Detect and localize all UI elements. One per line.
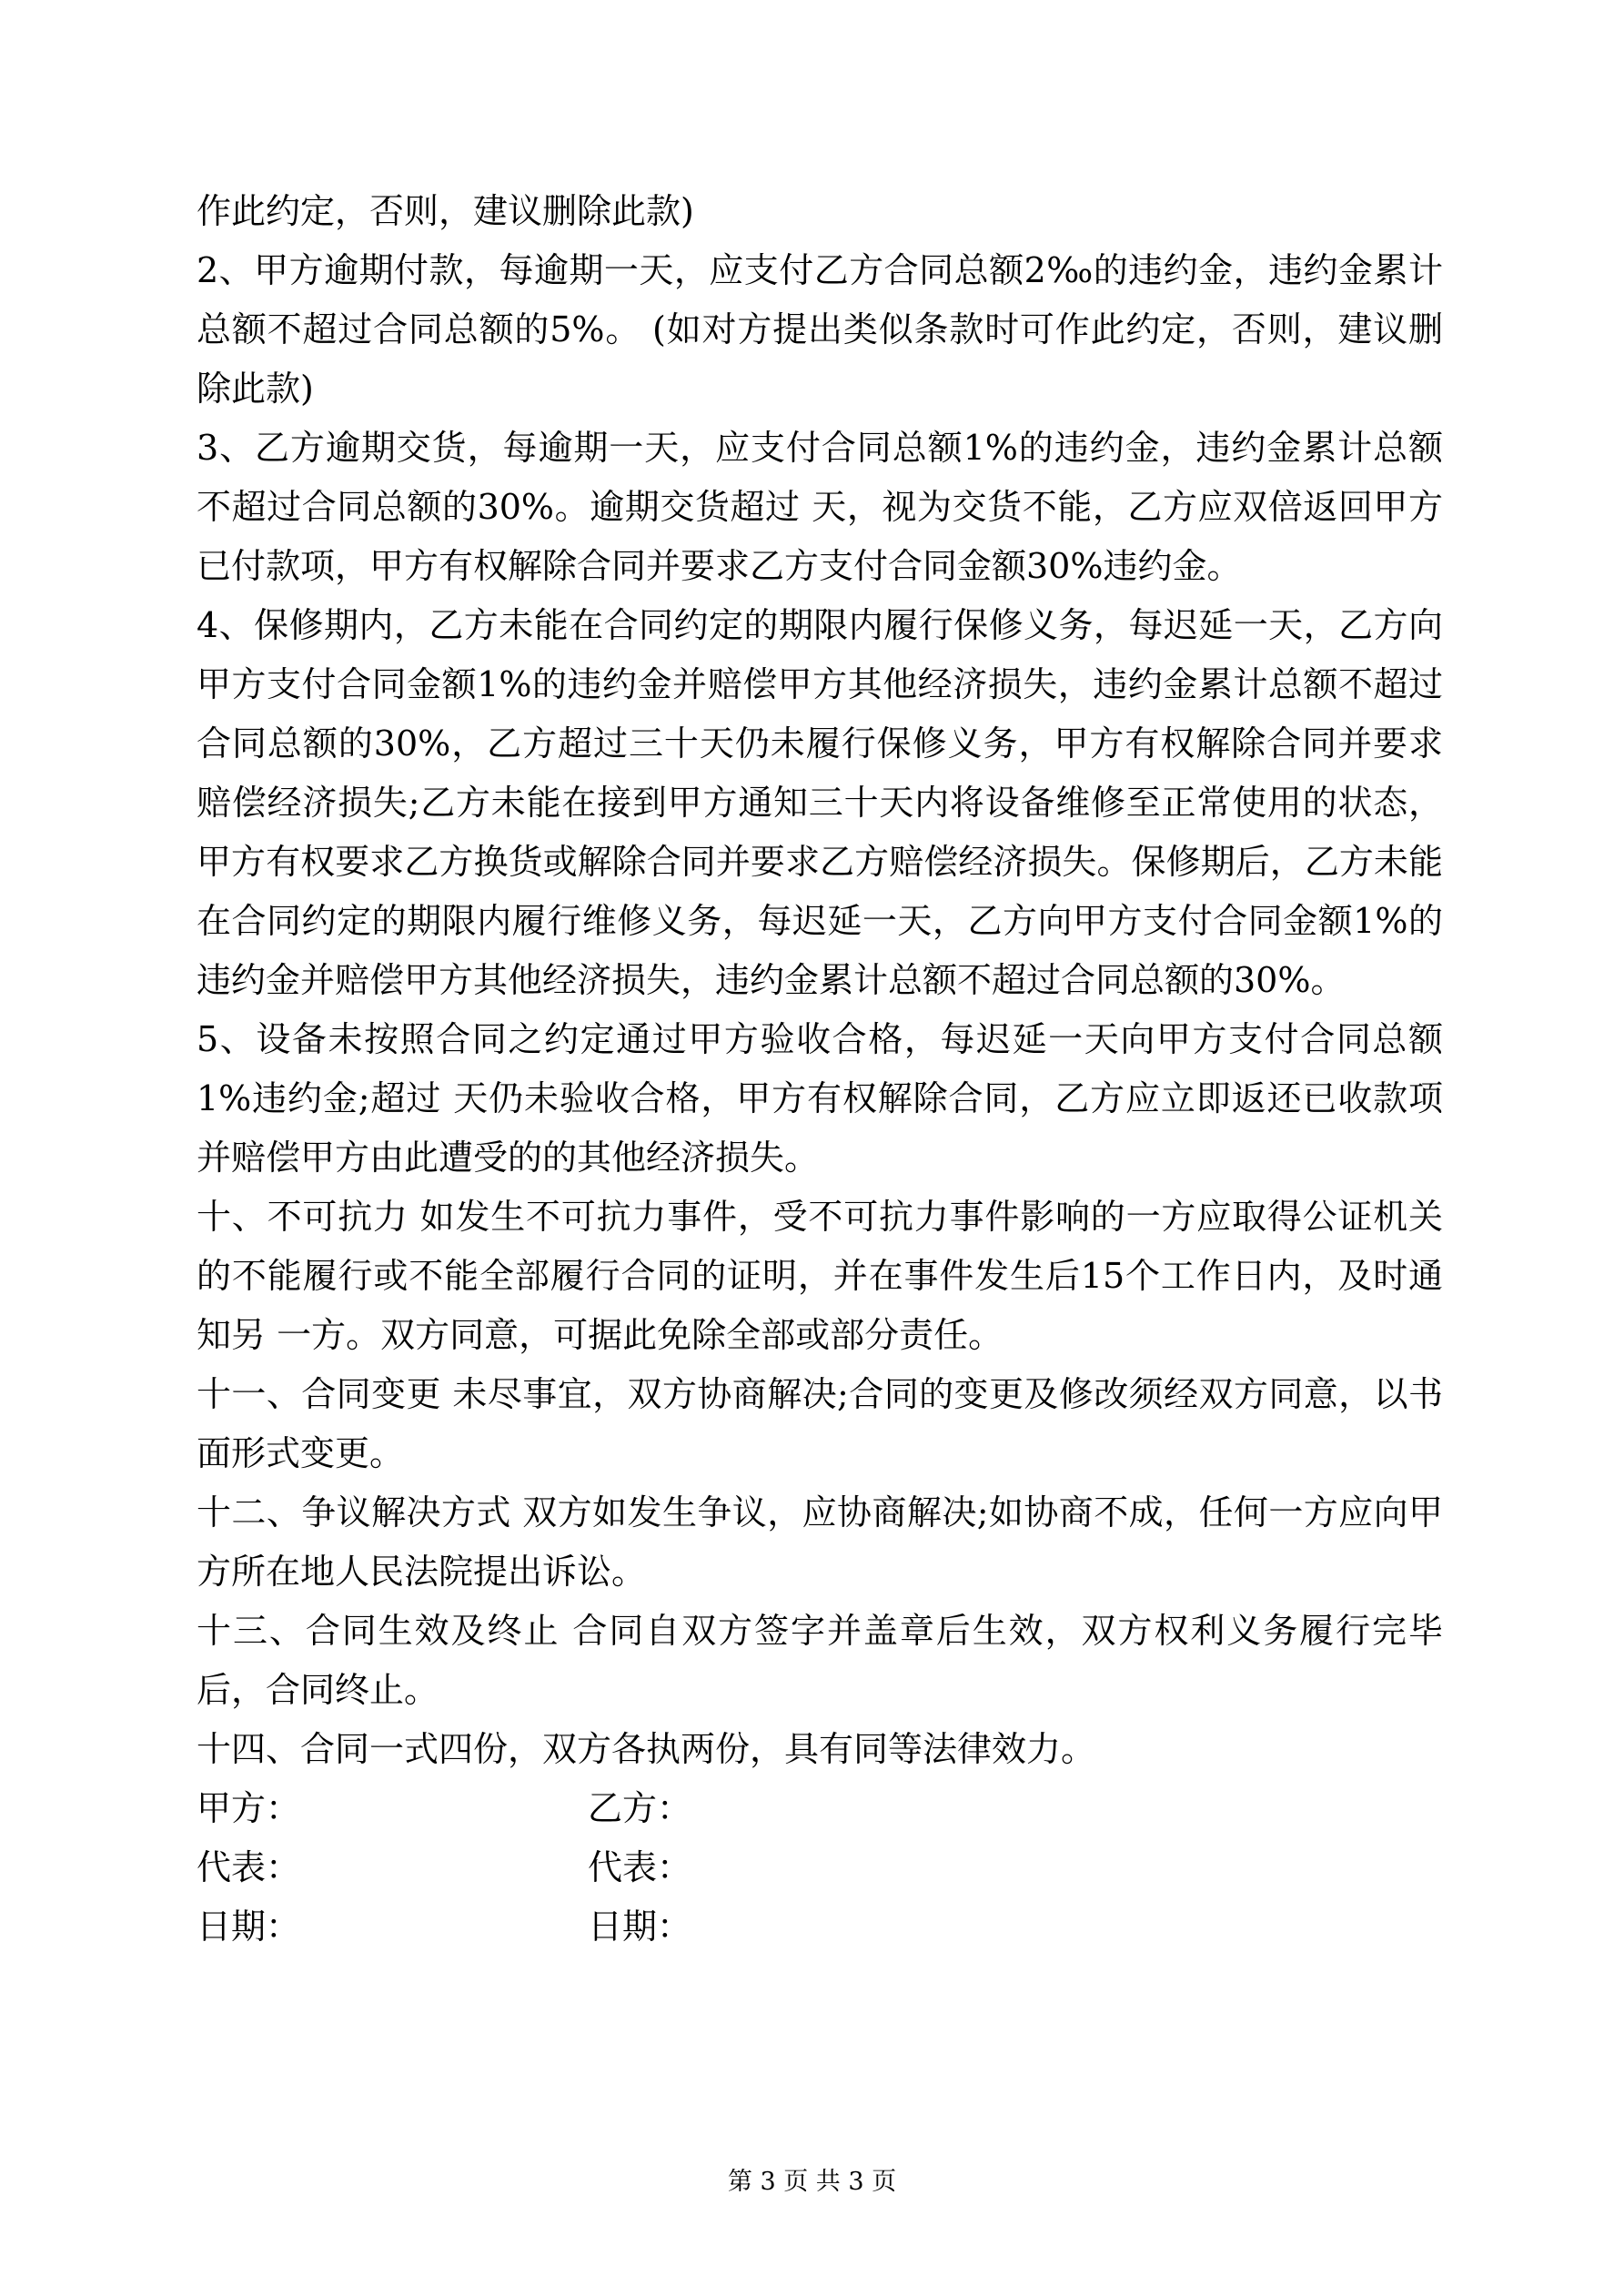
clause-9-3: 3、乙方逾期交货，每逾期一天，应支付合同总额1%的违约金，违约金累计总额不超过合同总额的30%。逾期交货超过 天，视为交货不能，乙方应双倍返回甲方已付款项，甲方有权解除合同并要求乙方支付合同金额30%违约金。 xyxy=(197,428,1443,586)
document-page xyxy=(197,182,1443,1957)
clause-12-dispute-resolution: 十二、争议解决方式 双方如发生争议，应协商解决;如协商不成，任何一方应向甲方所在地人民法院提出诉讼。 xyxy=(197,1492,1443,1592)
party-a-label: 甲方： xyxy=(197,1788,301,1828)
signature-row-party xyxy=(197,1779,1443,1838)
signature-row-representative xyxy=(197,1838,1443,1897)
date-b-label: 日期： xyxy=(588,1907,692,1947)
clause-9-5: 5、设备未按照合同之约定通过甲方验收合格，每迟延一天向甲方支付合同总额1%违约金;超过 天仍未验收合格，甲方有权解除合同，乙方应立即返还已收款项并赔偿甲方由此遭受的的其他经济损失。 xyxy=(197,1019,1443,1178)
party-b-label: 乙方： xyxy=(588,1788,692,1828)
clause-10-force-majeure: 十、不可抗力 如发生不可抗力事件，受不可抗力事件影响的一方应取得公证机关的不能履行或不能全部履行合同的证明，并在事件发生后15个工作日内，及时通知另 一方。双方同意，可据此免除全部或部分责任。 xyxy=(197,1197,1443,1355)
page-footer: 第 3 页 共 3 页 xyxy=(727,2168,897,2196)
signature-block xyxy=(197,1779,1443,1957)
clause-13-effect-termination: 十三、合同生效及终止 合同自双方签字并盖章后生效，双方权利义务履行完毕后，合同终止。 xyxy=(197,1611,1443,1710)
representative-b-label: 代表： xyxy=(588,1847,692,1887)
clause-11-contract-change: 十一、合同变更 未尽事宜，双方协商解决;合同的变更及修改须经双方同意，以书面形式变更。 xyxy=(197,1374,1443,1473)
clause-9-2: 2、甲方逾期付款，每逾期一天，应支付乙方合同总额2‰的违约金，违约金累计总额不超过合同总额的5%。 (如对方提出类似条款时可作此约定，否则，建议删除此款) xyxy=(197,250,1443,409)
paragraph-continuation: 作此约定，否则，建议删除此款) xyxy=(197,191,694,231)
signature-row-date xyxy=(197,1897,1443,1957)
clause-9-4: 4、保修期内，乙方未能在合同约定的期限内履行保修义务，每迟延一天，乙方向甲方支付合同金额1%的违约金并赔偿甲方其他经济损失，违约金累计总额不超过合同总额的30%，乙方超过三十天仍未履行保修义务，甲方有权解除合同并要求赔偿经济损失;乙方未能在接到甲方通知三十天内将设备维修至正常使用的状态，甲方有权要求乙方换货或解除合同并要求乙方赔偿经济损失。保修期后，乙方未能在合同约定的期限内履行维修义务，每迟延一天，乙方向甲方支付合同金额1%的违约金并赔偿甲方其他经济损失，违约金累计总额不超过合同总额的30%。 xyxy=(197,605,1443,1000)
representative-a-label: 代表： xyxy=(197,1847,301,1887)
clause-14-copies: 十四、合同一式四份，双方各执两份，具有同等法律效力。 xyxy=(197,1729,1096,1769)
date-a-label: 日期： xyxy=(197,1907,301,1947)
